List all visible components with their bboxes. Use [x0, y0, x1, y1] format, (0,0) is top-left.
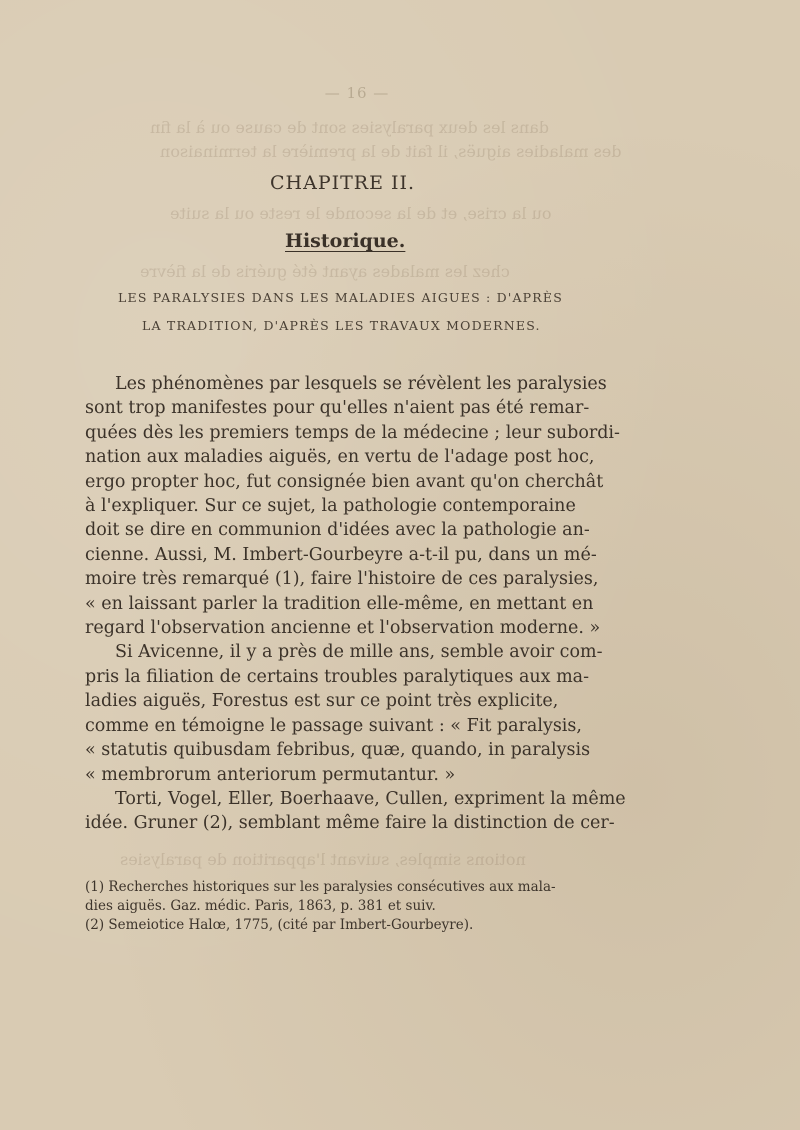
- bleedthrough-line: ou la crise, et de la seconde le reste ou la suite: [170, 204, 552, 223]
- text-line: regard l'observation ancienne et l'observation moderne. »: [85, 618, 601, 639]
- text-line: sont trop manifestes pour qu'elles n'aient pas été remar-: [85, 398, 590, 419]
- text-line: Les phénomènes par lesquels se révèlent les paralysies: [115, 374, 607, 394]
- bleedthrough-line: des maladies aiguës, il fait de la première la terminaison: [160, 142, 622, 161]
- page-number: — 16 —: [324, 84, 390, 102]
- chapter-subtitle-line: LA TRADITION, D'APRÈS LES TRAVAUX MODERNES.: [142, 318, 541, 333]
- text-line: idée. Gruner (2), semblant même faire la distinction de cer-: [85, 813, 615, 834]
- text-line: pris la filiation de certains troubles paralytiques aux ma-: [85, 666, 590, 687]
- bleedthrough-line: dans les deux paralysies sont de cause ou à la fin: [150, 118, 550, 137]
- text-line: « statutis quibusdam febribus, quæ, quando, in paralysis: [85, 740, 591, 761]
- section-title: Historique.: [285, 230, 406, 252]
- footnote-line: (2) Semeiotice Halœ, 1775, (cité par Imbert-Gourbeyre).: [85, 917, 474, 933]
- paragraph-2: [85, 640, 605, 664]
- text-line: quées dès les premiers temps de la médecine ; leur subordi-: [85, 422, 620, 443]
- paragraph-3: [85, 787, 626, 811]
- text-line: à l'expliquer. Sur ce sujet, la pathologie contemporaine: [85, 496, 576, 517]
- text-line: « membrorum anteriorum permutantur. »: [85, 764, 456, 785]
- text-line: comme en témoigne le passage suivant : « Fit paralysis,: [85, 715, 582, 736]
- text-line: ergo propter hoc, fut consignée bien avant qu'on cherchât: [85, 471, 604, 492]
- footnotes: [85, 878, 605, 935]
- bleedthrough-line: notions simples, suivant l'apparition de paralysies: [120, 850, 526, 869]
- bleedthrough-line: chez les malades ayant été guéris de la fièvre: [140, 262, 510, 281]
- footnote-line: dies aiguës. Gaz. médic. Paris, 1863, p. 381 et suiv.: [85, 898, 436, 914]
- footnote-line: (1) Recherches historiques sur les paralysies consécutives aux mala-: [85, 879, 556, 895]
- text-line: Si Avicenne, il y a près de mille ans, semble avoir com-: [115, 642, 603, 663]
- chapter-subtitle-line: LES PARALYSIES DANS LES MALADIES AIGUES : D'APRÈS: [118, 290, 563, 305]
- text-line: ladies aiguës, Forestus est sur ce point très explicite,: [85, 691, 559, 712]
- chapter-title: CHAPITRE II.: [270, 172, 416, 194]
- text-line: nation aux maladies aiguës, en vertu de l'adage post hoc,: [85, 447, 595, 468]
- text-line: Torti, Vogel, Eller, Boerhaave, Cullen, expriment la même: [115, 788, 626, 809]
- text-line: moire très remarqué (1), faire l'histoire de ces paralysies,: [85, 569, 599, 590]
- text-line: doit se dire en communion d'idées avec la pathologie an-: [85, 520, 590, 541]
- paragraph-1: [85, 372, 605, 396]
- text-line: « en laissant parler la tradition elle-même, en mettant en: [85, 593, 594, 614]
- body-text: [85, 372, 626, 836]
- text-line: cienne. Aussi, M. Imbert-Gourbeyre a-t-il pu, dans un mé-: [85, 544, 597, 565]
